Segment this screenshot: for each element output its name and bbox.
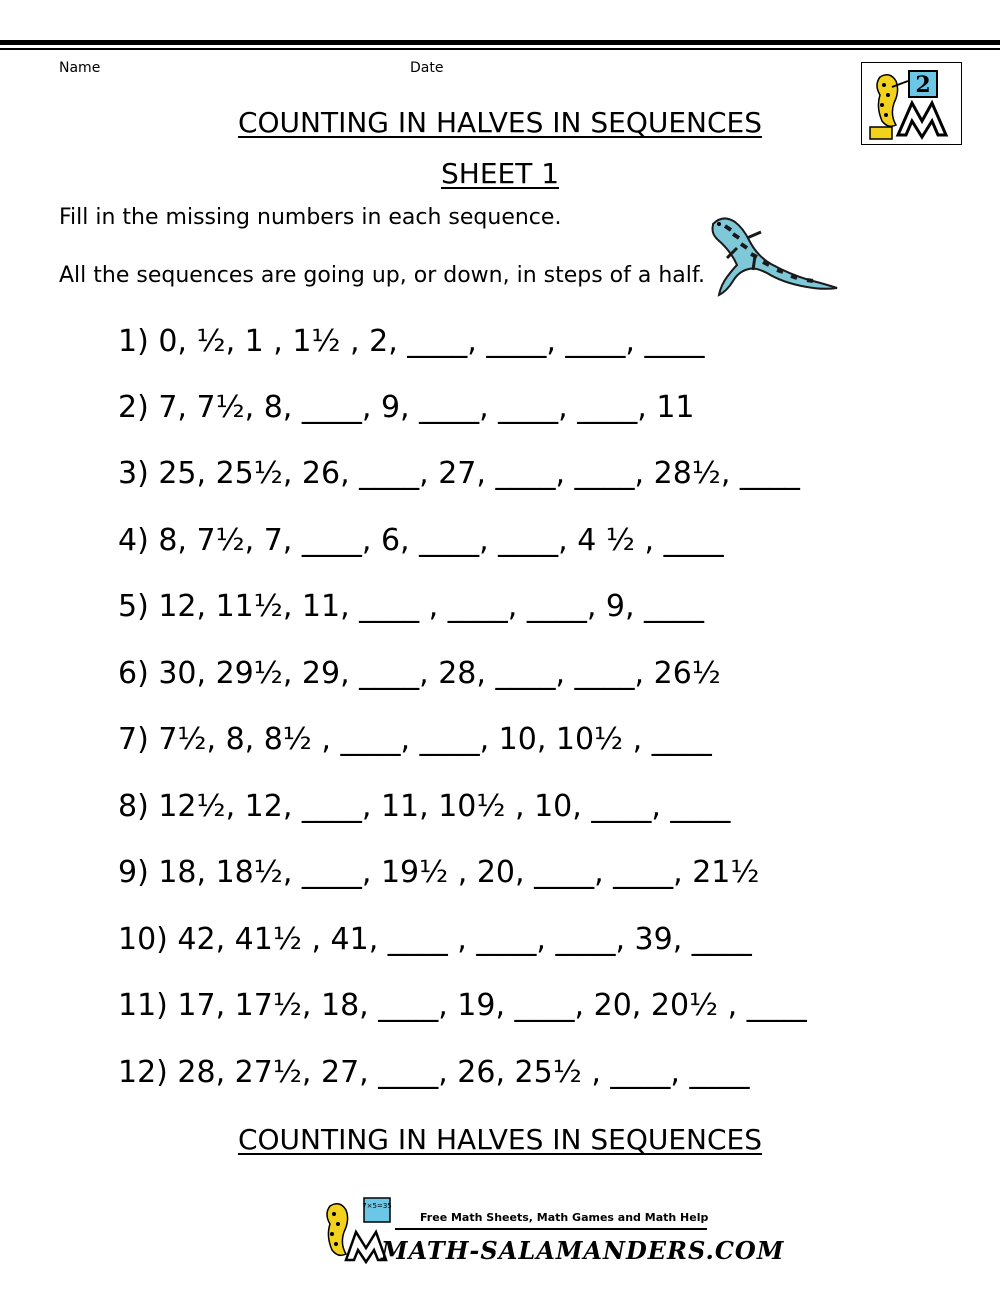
- question-8: 8) 12½, 12, ____, 11, 10½ , 10, ____, ____: [118, 789, 731, 824]
- grade-number: 2: [915, 72, 931, 98]
- instruction-text: Fill in the missing numbers in each sequence.: [59, 205, 562, 230]
- date-label: Date: [410, 60, 444, 76]
- question-4: 4) 8, 7½, 7, ____, 6, ____, ____, 4 ½ , ____: [118, 523, 724, 558]
- footer-site-link[interactable]: MATH-SALAMANDERS.COM: [381, 1236, 785, 1265]
- question-11: 11) 17, 17½, 18, ____, 19, ____, 20, 20½ , ____: [118, 988, 807, 1023]
- footer-title: COUNTING IN HALVES IN SEQUENCES: [237, 1123, 763, 1156]
- top-rule: [0, 40, 1000, 45]
- question-2: 2) 7, 7½, 8, ____, 9, ____, ____, ____, 11: [118, 390, 695, 425]
- name-label: Name: [59, 60, 101, 76]
- question-1: 1) 0, ½, 1 , 1½ , 2, ____, ____, ____, ____: [118, 324, 705, 359]
- footer-tagline: Free Math Sheets, Math Games and Math Help: [420, 1211, 709, 1224]
- page-title: COUNTING IN HALVES IN SEQUENCES: [237, 106, 763, 139]
- question-12: 12) 28, 27½, 27, ____, 26, 25½ , ____, ____: [118, 1055, 750, 1090]
- top-rule-thin: [0, 48, 1000, 50]
- question-10: 10) 42, 41½ , 41, ____ , ____, ____, 39, ____: [118, 922, 752, 957]
- question-5: 5) 12, 11½, 11, ____ , ____, ____, 9, ____: [118, 589, 705, 624]
- question-7: 7) 7½, 8, 8½ , ____, ____, 10, 10½ , ____: [118, 722, 712, 757]
- question-6: 6) 30, 29½, 29, ____, 28, ____, ____, 26½: [118, 656, 721, 691]
- salamander-illustration-icon: [703, 212, 843, 302]
- instruction-text-2: All the sequences are going up, or down, in steps of a half.: [59, 263, 706, 288]
- question-3: 3) 25, 25½, 26, ____, 27, ____, ____, 28½, ____: [118, 456, 800, 491]
- sheet-title: SHEET 1: [440, 157, 560, 190]
- footer-divider: [395, 1228, 707, 1230]
- svg-text:7×5=35: 7×5=35: [362, 1202, 392, 1210]
- question-9: 9) 18, 18½, ____, 19½ , 20, ____, ____, 21½: [118, 855, 760, 890]
